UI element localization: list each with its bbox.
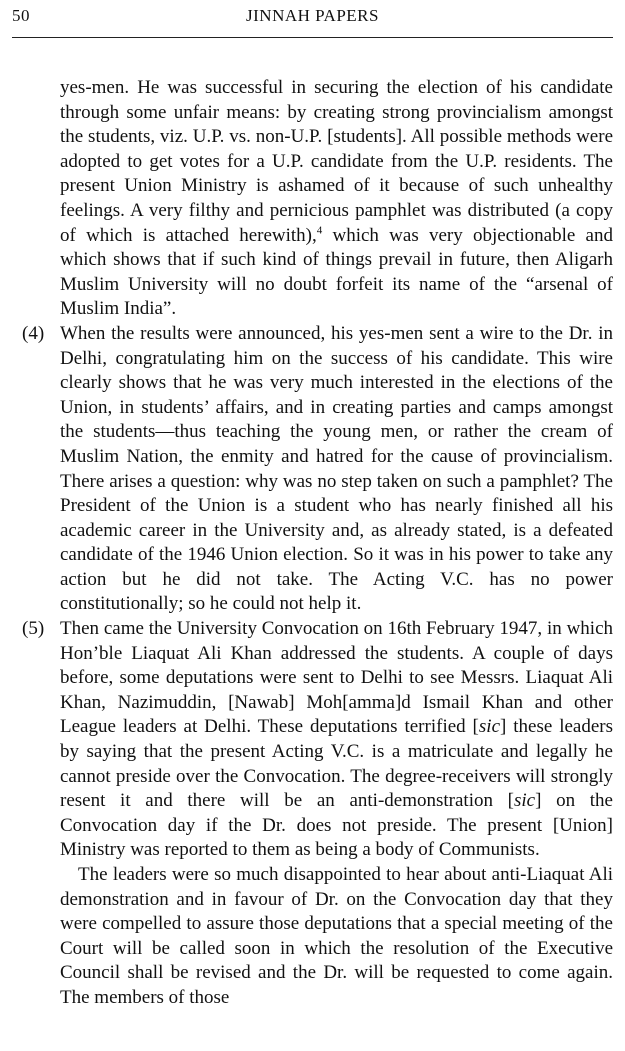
footnote-reference: 4: [316, 224, 323, 237]
numbered-item-4: [0, 322, 625, 617]
numbered-item-5: [0, 617, 625, 863]
item-text-part-2: ] these leaders by saying that the present Acting V.C. is a matriculate and legally he cannot preside over the Convocation. The degree-receivers will strongly resent it and there will be an anti-demonstration [: [60, 716, 613, 812]
sic-annotation: sic: [514, 790, 536, 812]
page-number: 50: [12, 6, 30, 25]
running-title: JINNAH PAPERS: [246, 6, 379, 25]
body-text: [0, 76, 625, 1011]
running-head: [12, 6, 613, 32]
item-number: (5): [22, 618, 45, 640]
item-number: (4): [22, 322, 45, 344]
item-text: When the results were announced, his yes-men sent a wire to the Dr. in Delhi, congratulating him on the success of his candidate. This wire clearly shows that he was very much interested in the elections of the Union, in students’ affairs, and in creating parties and camps amongst the students—thus teaching the young men, or rather the cream of Muslim Nation, the enmity and hatred for the cause of provincialism. There arises a question: why was no step taken on such a pamphlet? The President of the Union is a student who has nearly finished all his academic career in the University and, as already stated, is a defeated candidate of the 1946 Union election. So it was in his power to take any action but he did not take. The Acting V.C. has no power constitutionally; so he could not help it.: [60, 322, 613, 615]
item-text-part-1: Then came the University Convocation on 16th February 1947, in which Hon’ble Liaquat Ali Khan addressed the students. A couple of days before, some deputations were sent to Delhi to see Messrs. Liaquat Ali Khan, Nazimuddin, [Nawab] Moh[amma]d Ismail Khan and other League leaders at Delhi. These deputations terrified [: [60, 618, 613, 738]
sic-annotation: sic: [478, 716, 500, 738]
continued-paragraph: [0, 76, 625, 322]
final-paragraph: The leaders were so much disappointed to hear about anti-Liaquat Ali demonstration and in favour of Dr. on the Convocation day that they were compelled to assure those deputations that a special meeting of the Court will be called soon in which the resolution of the Executive Council shall be revised and the Dr. will be requested to come again. The members of those: [60, 864, 613, 1008]
continued-text-after-note: which was very objectionable and which shows that if such kind of things prevail in future, then Aligarh Muslim University will no doubt forfeit its name of the “arsenal of Muslim India”.: [60, 224, 613, 320]
item-text-part-3: ] on the Convocation day if the Dr. does not preside. The present [Union] Ministry was reported to them as being a body of Communists.: [60, 790, 613, 861]
header-rule: [12, 37, 613, 38]
continued-text-before-note: yes-men. He was successful in securing the election of his candidate through some unfair means: by creating strong provincialism amongst the students, viz. U.P. vs. non-U.P. [students]. All possible methods were adopted to get votes for a U.P. candidate from the U.P. residents. The present Union Ministry is ashamed of it because of such unhealthy feelings. A very filthy and pernicious pamphlet was distributed (a copy of which is attached herewith),: [60, 77, 613, 246]
item-text: [60, 617, 613, 863]
